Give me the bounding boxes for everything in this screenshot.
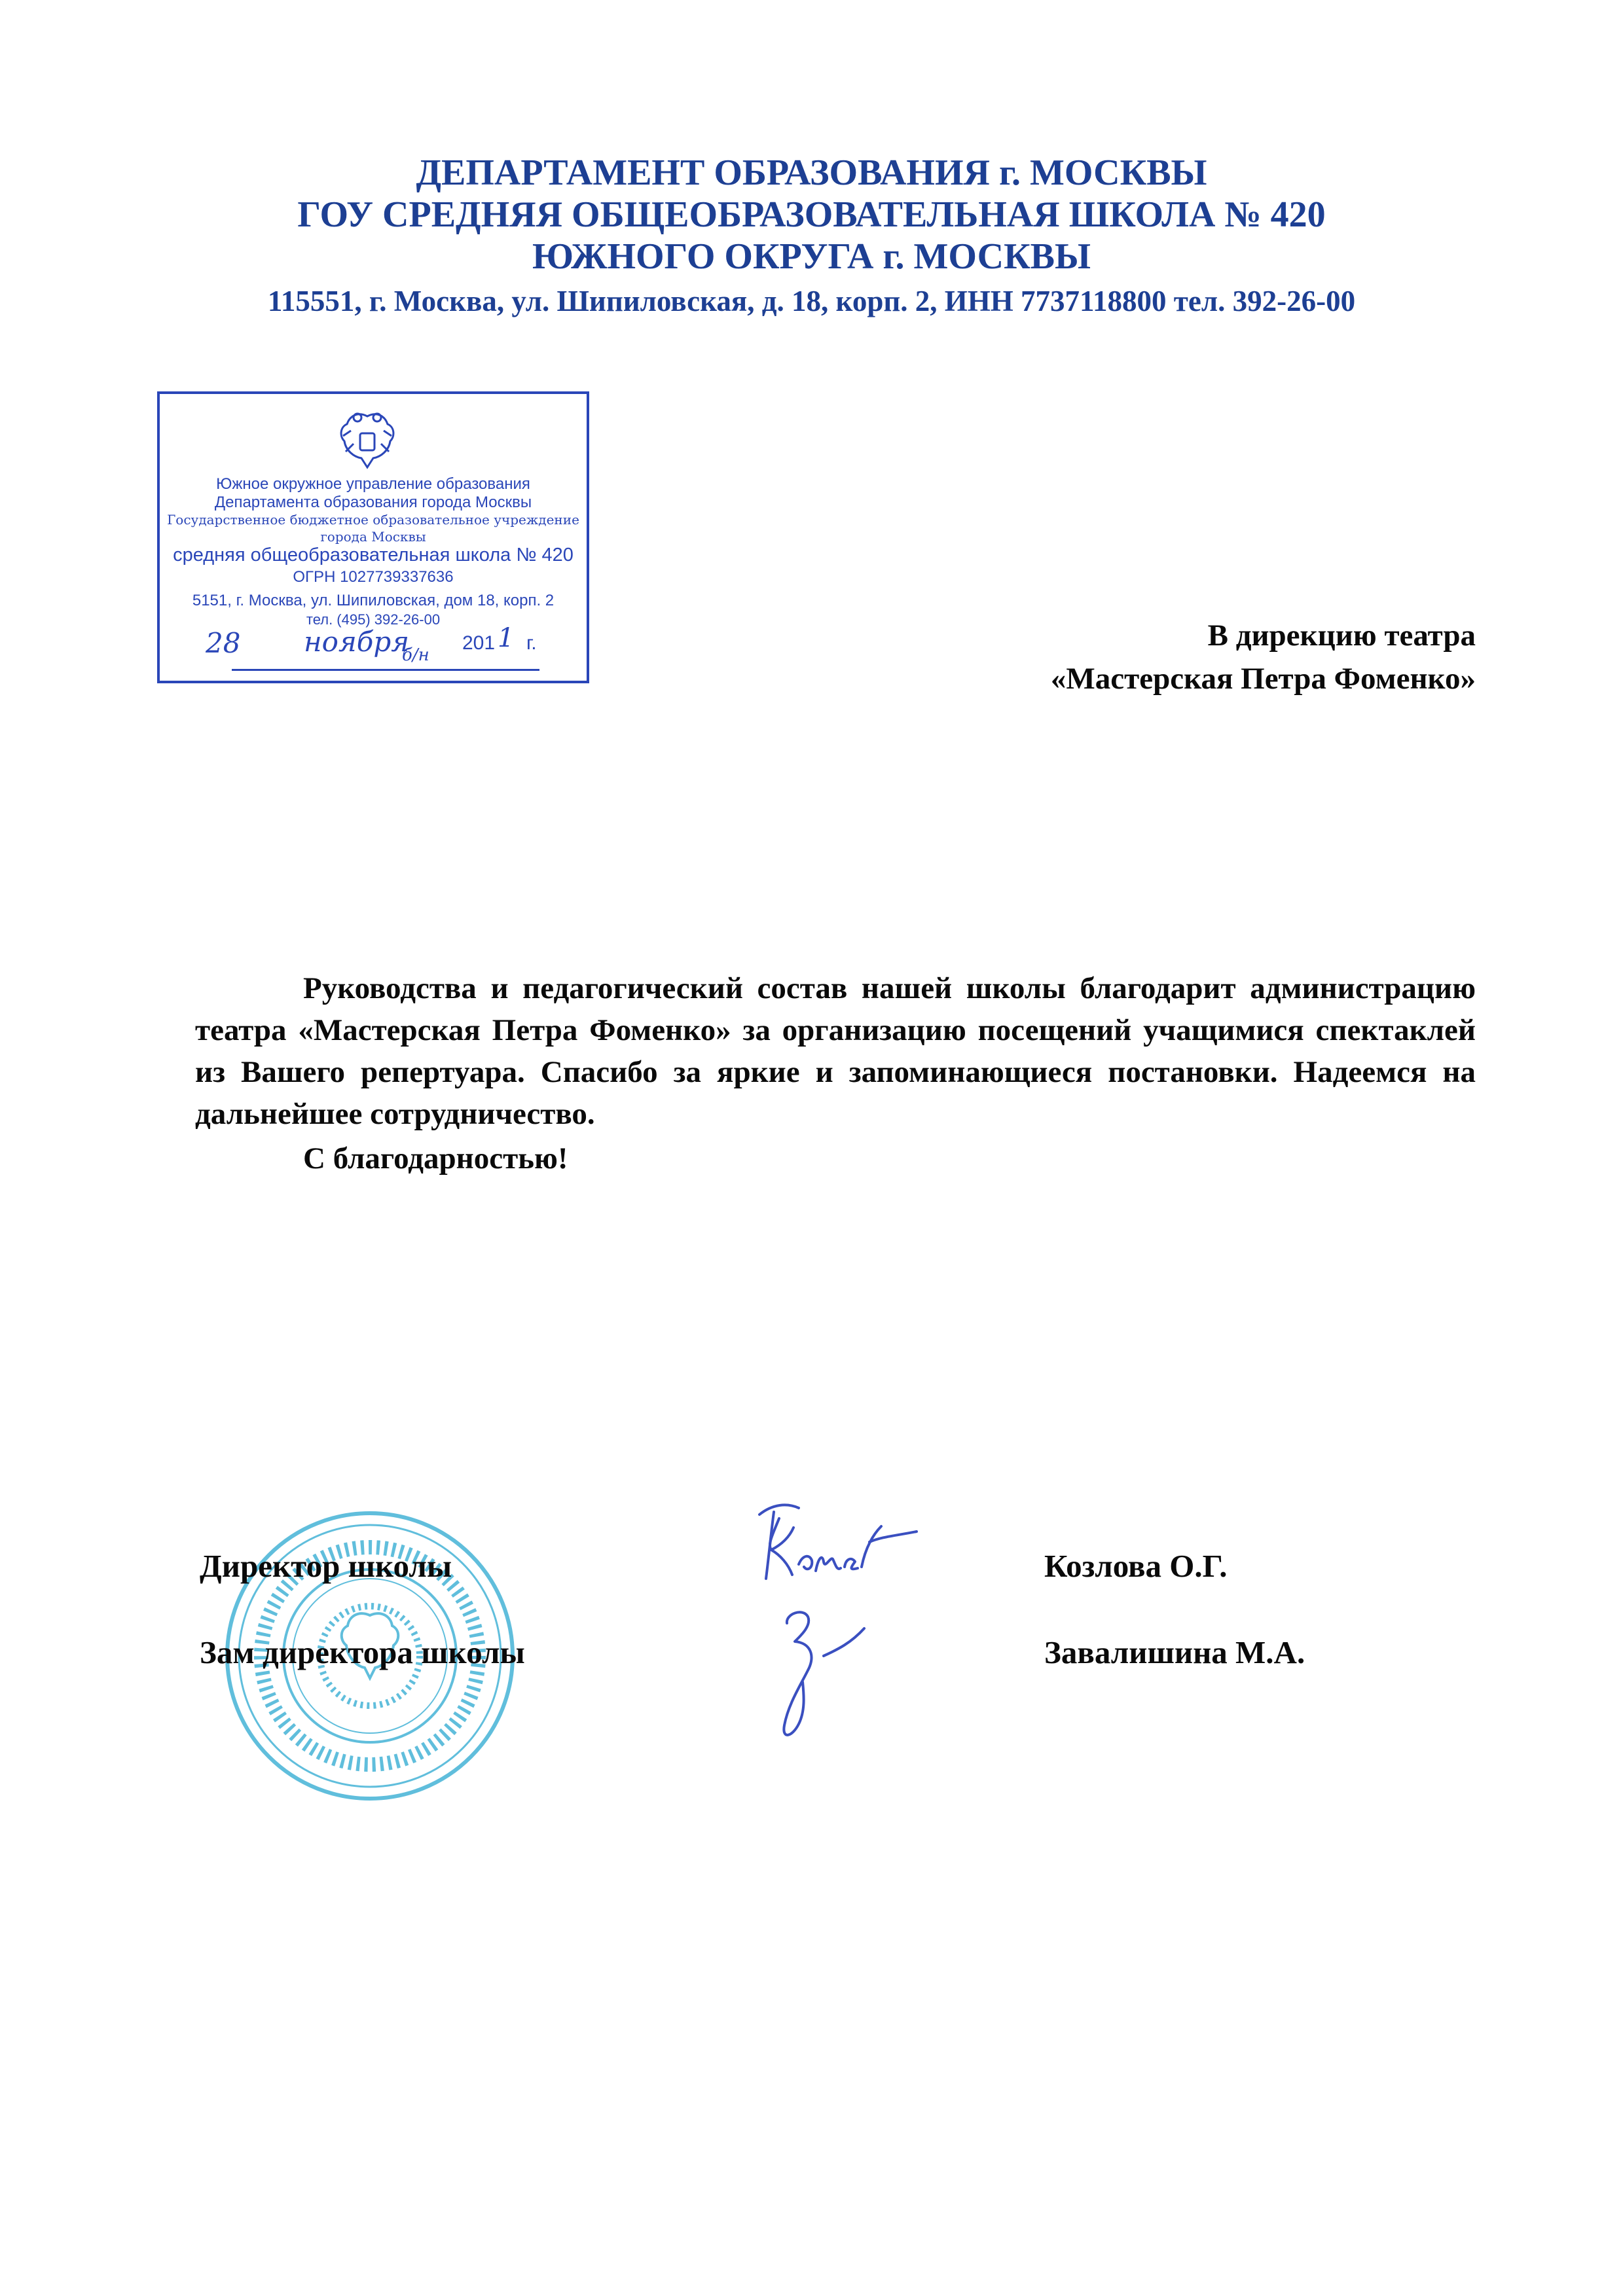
signatory-name-deputy: Завалишина М.А. [1044, 1634, 1305, 1670]
signatory-name-director: Козлова О.Г. [1044, 1548, 1228, 1584]
stamp-date-year-unit: г. [526, 632, 537, 654]
deputy-signature [766, 1597, 884, 1748]
stamp-line: Южное окружное управление образования [216, 475, 530, 493]
letter-body [195, 967, 1476, 1179]
stamp-date [206, 623, 572, 665]
stamp-line: тел. (495) 392-26-00 [306, 611, 441, 628]
stamp-underline [232, 669, 539, 671]
stamp-line: 5151, г. Москва, ул. Шипиловская, дом 18, корп. 2 [192, 592, 555, 609]
signatory-position-director: Директор школы [200, 1548, 452, 1584]
stamp-date-month: ноября [304, 626, 410, 658]
letterhead-address: 115551, г. Москва, ул. Шипиловская, д. 18, корп. 2, ИНН 7737118800 тел. 392-26-00 [267, 285, 1356, 317]
coat-of-arms-icon [331, 404, 403, 476]
addressee-line: «Мастерская Петра Фоменко» [1050, 662, 1476, 696]
stamp-line: Департамента образования города Москвы [214, 493, 532, 511]
stamp-date-year: 201 [462, 632, 496, 654]
stamp-line: города Москвы [320, 529, 426, 545]
addressee [1051, 614, 1476, 700]
letter-paragraph: Руководства и педагогический состав нашей школы благодарит администрацию театра «Мастерская Петра Фоменко» за организацию посещений учащимися спектаклей из Вашего репертуара. Спасибо за яркие и запоминающиеся постановки. Надеемся на дальнейшее сотрудничество. [195, 971, 1476, 1131]
letter-closing: С благодарностью! [303, 1141, 568, 1175]
registration-stamp [157, 391, 589, 683]
letterhead [0, 152, 1623, 321]
stamp-number: б/н [402, 645, 429, 665]
stamp-line: Государственное бюджетное образовательное учреждение [167, 512, 579, 528]
stamp-line: средняя общеобразовательная школа № 420 [173, 545, 574, 565]
letterhead-district: ЮЖНОГО ОКРУГА г. МОСКВЫ [532, 236, 1091, 277]
director-signature [753, 1499, 923, 1590]
letterhead-department: ДЕПАРТАМЕНТ ОБРАЗОВАНИЯ г. МОСКВЫ [416, 152, 1207, 193]
addressee-line: В дирекцию театра [1207, 619, 1476, 653]
stamp-date-year-handwritten: 1 [498, 623, 515, 653]
stamp-date-day: 28 [206, 627, 241, 659]
stamp-line: ОГРН 1027739337636 [293, 568, 454, 586]
letterhead-school: ГОУ СРЕДНЯЯ ОБЩЕОБРАЗОВАТЕЛЬНАЯ ШКОЛА № 420 [297, 194, 1326, 235]
signatory-position-deputy: Зам директора школы [200, 1634, 525, 1670]
